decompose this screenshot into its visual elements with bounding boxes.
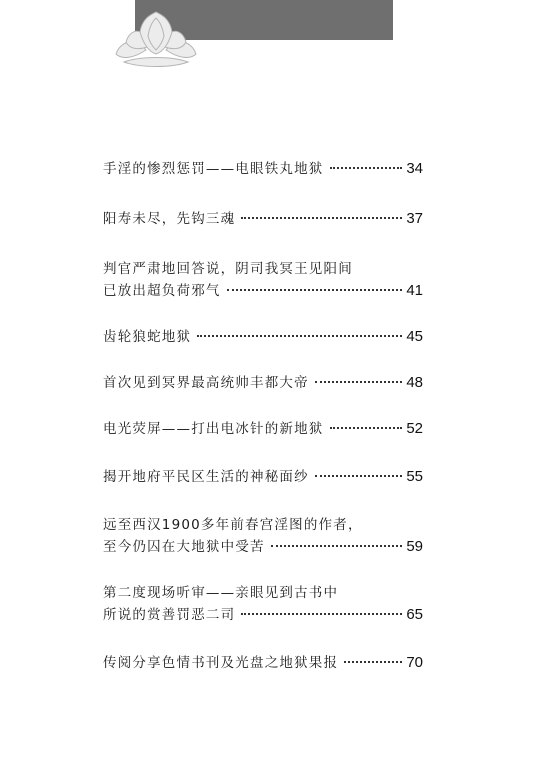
toc-entry-title: 至今仍囚在大地狱中受苦 xyxy=(103,539,265,555)
toc-entry-title: 判官严肃地回答说，阴司我冥王见阳间 xyxy=(103,261,353,277)
toc-entry-title: 远至西汉1900多年前春宫淫图的作者， xyxy=(103,517,363,533)
toc-entry-line xyxy=(103,466,423,488)
toc-entry-line xyxy=(103,582,423,604)
toc-entry-title: 阳寿未尽，先钩三魂 xyxy=(103,211,236,227)
dot-leader xyxy=(315,381,403,383)
dot-leader xyxy=(315,475,403,477)
toc-entry-title: 齿轮狼蛇地狱 xyxy=(103,329,192,345)
toc-entry[interactable] xyxy=(103,372,423,394)
toc-entry-title: 第二度现场听审——亲眼见到古书中 xyxy=(103,585,339,601)
dot-leader xyxy=(227,289,403,291)
toc-entry-line xyxy=(103,258,423,280)
toc-page-number: 37 xyxy=(406,210,423,227)
toc-entry[interactable] xyxy=(103,258,423,302)
dot-leader xyxy=(344,661,402,663)
toc-entry-line xyxy=(103,372,423,394)
toc-entry-line xyxy=(103,208,423,230)
toc-page-number: 52 xyxy=(406,420,423,437)
toc-page-number: 55 xyxy=(406,468,423,485)
toc-entry[interactable] xyxy=(103,158,423,180)
dot-leader xyxy=(330,427,403,429)
toc-page-number: 65 xyxy=(406,606,423,623)
toc-entry-line xyxy=(103,604,423,626)
dot-leader xyxy=(241,613,402,615)
toc-entry-line xyxy=(103,326,423,348)
toc-page-number: 48 xyxy=(406,374,423,391)
toc-page-number: 59 xyxy=(406,538,423,555)
toc-entry-line xyxy=(103,514,423,536)
toc-entry-title: 电光荧屏——打出电冰针的新地狱 xyxy=(103,421,324,437)
toc-entry[interactable] xyxy=(103,514,423,558)
toc-entry-line xyxy=(103,280,423,302)
toc-entry[interactable] xyxy=(103,326,423,348)
toc-entry-line xyxy=(103,536,423,558)
toc-entry[interactable] xyxy=(103,582,423,626)
dot-leader xyxy=(271,545,403,547)
toc-entry-title: 揭开地府平民区生活的神秘面纱 xyxy=(103,469,309,485)
toc-page-number: 41 xyxy=(406,282,423,299)
toc-entry[interactable] xyxy=(103,208,423,230)
toc-entry-title: 手淫的惨烈惩罚——电眼铁丸地狱 xyxy=(103,161,324,177)
toc-entry-line xyxy=(103,158,423,180)
toc-entry[interactable] xyxy=(103,652,423,674)
toc-entry-line xyxy=(103,652,423,674)
toc-entry[interactable] xyxy=(103,418,423,440)
toc-entry-line xyxy=(103,418,423,440)
toc-entry-title: 首次见到冥界最高统帅丰都大帝 xyxy=(103,375,309,391)
toc-page-number: 70 xyxy=(406,654,423,671)
lotus-icon xyxy=(110,6,202,76)
toc-entry-title: 传阅分享色情书刊及光盘之地狱果报 xyxy=(103,655,339,671)
dot-leader xyxy=(241,217,402,219)
toc-page-number: 45 xyxy=(406,328,423,345)
toc-page-number: 34 xyxy=(406,160,423,177)
toc-entry-title: 已放出超负荷邪气 xyxy=(103,283,221,299)
dot-leader xyxy=(330,167,403,169)
toc-entry-title: 所说的赏善罚恶二司 xyxy=(103,607,236,623)
toc-entry[interactable] xyxy=(103,466,423,488)
dot-leader xyxy=(197,335,402,337)
